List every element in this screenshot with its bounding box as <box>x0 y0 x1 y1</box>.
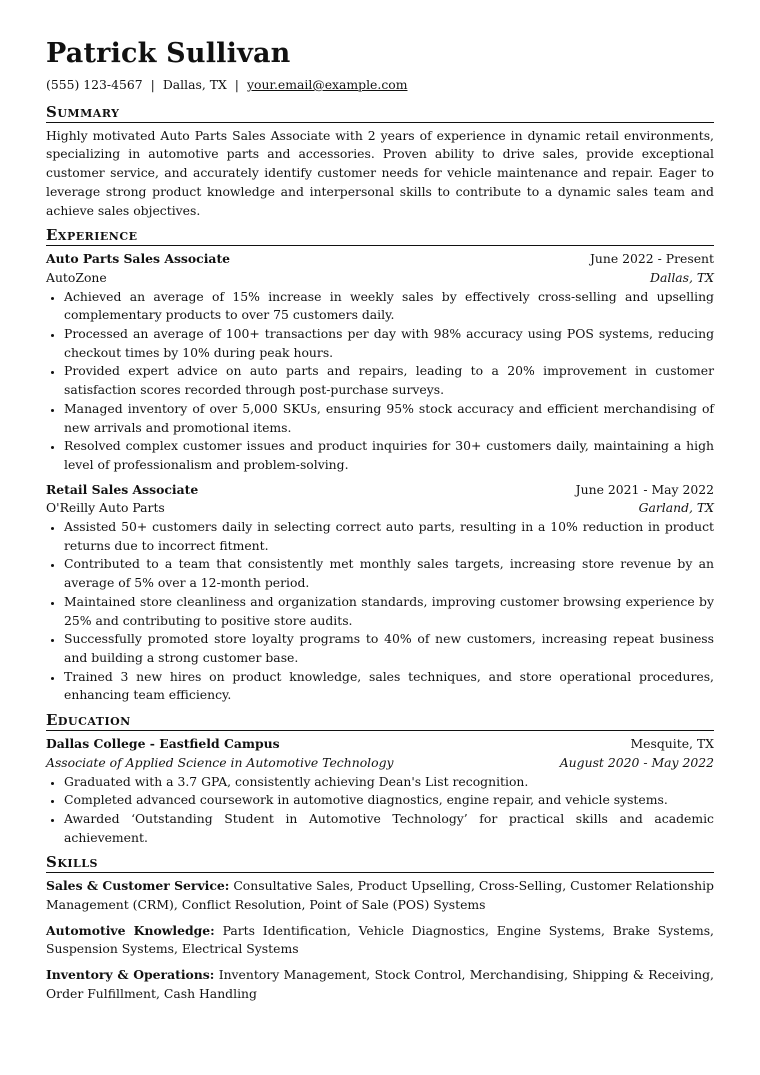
education-heading: Education <box>46 711 714 731</box>
job-entry <box>46 481 714 705</box>
candidate-name: Patrick Sullivan <box>46 38 291 69</box>
summary-text: Highly motivated Auto Parts Sales Associate with 2 years of experience in dynamic retail environments, specializing in automotive parts and accessories. Proven ability to drive sales, provide exceptional customer service, and accurately identify customer needs for vehicle maintenance and repair. Eager to leverage strong product knowledge and interpersonal skills to contribute to a dynamic sales team and achieve sales objectives. <box>46 127 714 218</box>
degree: Associate of Applied Science in Automotive Technology <box>46 754 394 770</box>
education-entry <box>46 735 714 847</box>
bullet-item: • Completed advanced coursework in automotive diagnostics, engine repair, and vehicle systems. <box>64 791 714 810</box>
bullet-item: • Maintained store cleanliness and organization standards, improving customer browsing experience by 25% and contributing to positive store audits. <box>64 593 714 630</box>
bullet-item: • Managed inventory of over 5,000 SKUs, ensuring 95% stock accuracy and efficient merchandising of new arrivals and promotional items. <box>64 400 714 437</box>
bullet-item: • Provided expert advice on auto parts and repairs, leading to a 20% improvement in customer satisfaction scores recorded through post-purchase surveys. <box>64 362 714 399</box>
separator: | <box>150 77 155 92</box>
bullet-item: • Achieved an average of 15% increase in weekly sales by effectively cross-selling and upselling complementary products to over 75 customers daily. <box>64 288 714 325</box>
skill-group <box>46 922 714 959</box>
bullet-item: • Assisted 50+ customers daily in selecting correct auto parts, resulting in a 10% reduction in product returns due to incorrect fitment. <box>64 518 714 555</box>
job-location: Dallas, TX <box>650 269 714 285</box>
skill-label: Sales & Customer Service: <box>46 878 230 894</box>
job-role: Auto Parts Sales Associate <box>46 251 231 267</box>
bullet-item: • Resolved complex customer issues and product inquiries for 30+ customers daily, maintaining a high level of professionalism and problem-solving. <box>64 437 714 474</box>
location: Dallas, TX <box>162 77 227 92</box>
skills-heading: Skills <box>46 853 714 873</box>
bullet-item: • Awarded ‘Outstanding Student in Automotive Technology’ for practical skills and academic achievement. <box>64 810 714 847</box>
job-entry <box>46 250 714 474</box>
bullet-item: • Successfully promoted store loyalty programs to 40% of new customers, increasing repeat business and building a strong customer base. <box>64 630 714 667</box>
job-bullets <box>46 288 714 475</box>
education-dates: August 2020 - May 2022 <box>559 754 714 770</box>
contact-line <box>46 76 714 95</box>
phone: (555) 123-4567 <box>46 77 143 92</box>
school-name: Dallas College - Eastfield Campus <box>46 736 280 752</box>
summary-heading: Summary <box>46 103 714 123</box>
skill-items: Consultative Sales, Product Upselling, Cross-Selling, Customer Relationship Management (CRM), Conflict Resolution, Point of Sale (POS) Systems <box>46 878 714 913</box>
job-dates: June 2022 - Present <box>589 251 714 267</box>
skill-group <box>46 966 714 1003</box>
job-bullets <box>46 518 714 705</box>
job-company: O'Reilly Auto Parts <box>46 500 165 516</box>
email-link[interactable]: your.email@example.com <box>246 77 408 92</box>
skill-label: Inventory & Operations: <box>46 967 215 983</box>
skill-label: Automotive Knowledge: <box>46 922 215 938</box>
bullet-item: • Trained 3 new hires on product knowledge, sales techniques, and store operational procedures, enhancing team efficiency. <box>64 668 714 705</box>
skill-items: Inventory Management, Stock Control, Merchandising, Shipping & Receiving, Order Fulfillment, Cash Handling <box>46 967 714 1001</box>
resume-page <box>46 38 714 1011</box>
separator: | <box>234 77 239 92</box>
experience-heading: Experience <box>46 226 714 246</box>
school-location: Mesquite, TX <box>630 736 714 752</box>
job-location: Garland, TX <box>638 500 714 516</box>
bullet-item: • Processed an average of 100+ transactions per day with 98% accuracy using POS systems, reducing checkout times by 10% during peak hours. <box>64 325 714 362</box>
job-company: AutoZone <box>46 269 107 285</box>
bullet-item: • Graduated with a 3.7 GPA, consistently achieving Dean's List recognition. <box>64 773 714 792</box>
education-bullets <box>46 773 714 848</box>
job-dates: June 2021 - May 2022 <box>575 481 714 497</box>
skill-items: Parts Identification, Vehicle Diagnostics, Engine Systems, Brake Systems, Suspension Systems, Electrical Systems <box>46 922 714 957</box>
skill-group <box>46 877 714 914</box>
bullet-item: • Contributed to a team that consistently met monthly sales targets, increasing store revenue by an average of 5% over a 12-month period. <box>64 555 714 592</box>
job-role: Retail Sales Associate <box>46 481 199 497</box>
